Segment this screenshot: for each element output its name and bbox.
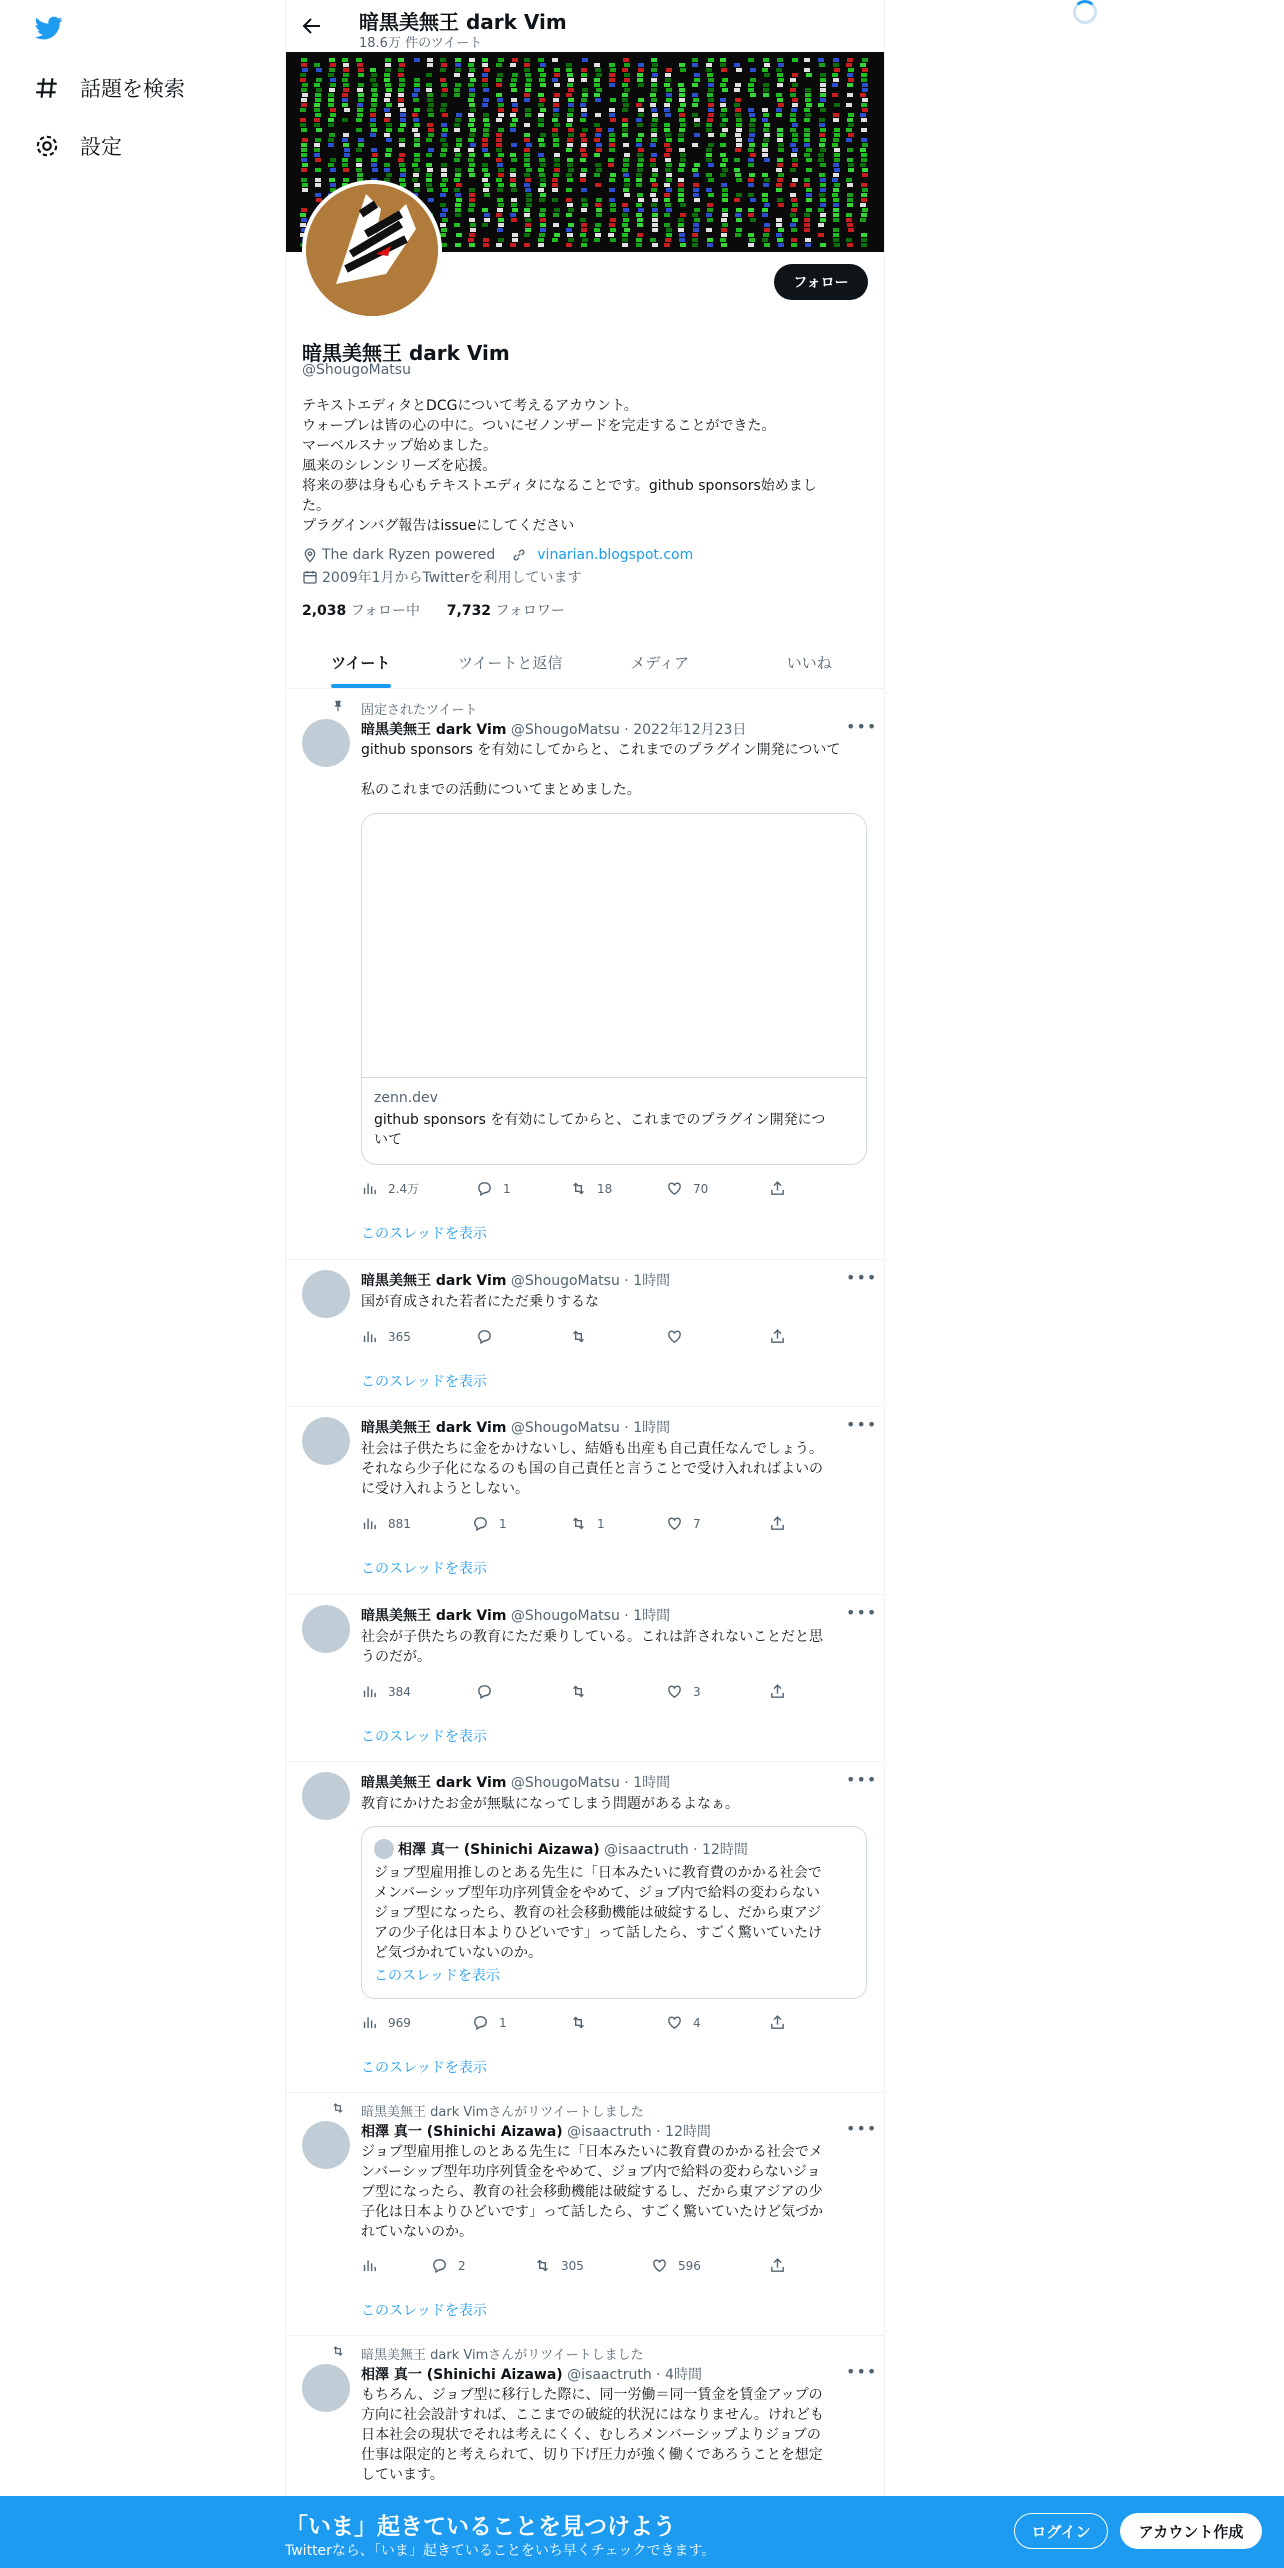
location-pin-icon — [302, 547, 318, 563]
tweet-avatar[interactable] — [302, 1417, 350, 1465]
reply-button[interactable]: 1 — [472, 1515, 507, 1532]
share-icon — [769, 1683, 786, 1700]
tweet-avatar[interactable] — [302, 719, 350, 767]
retweet-button[interactable] — [570, 1683, 597, 1700]
quoted-tweet-text: ジョブ型雇用推しのとある先生に「日本みたいに教育費のかかる社会で メンバーシップ型年功序列賃金をやめて、ジョブ内で給料の変わらない ジョブ型になったら、教育の社会移動機能は破綻するし、だから東アジ アの少子化は日本よりひどいです」って話したら、すごく驚いていたけ ど気づかれていないのか。 — [374, 1865, 822, 1961]
show-thread-link[interactable]: このスレッドを表示 — [361, 1374, 487, 1390]
header-name: 暗黒美無王 dark Vim — [359, 10, 567, 34]
show-thread-link[interactable]: このスレッドを表示 — [361, 2060, 487, 2076]
more-options-icon[interactable]: ••• — [846, 1415, 878, 1434]
profile-avatar[interactable] — [302, 180, 442, 320]
profile-handle: @ShougoMatsu — [302, 362, 411, 378]
share-icon — [769, 1180, 786, 1197]
link-card-domain: zenn.dev — [374, 1090, 438, 1106]
views-button[interactable]: 969 — [361, 2014, 411, 2031]
tweet-avatar[interactable] — [302, 2364, 350, 2412]
tweet-text: 教育にかけたお金が無駄になってしまう問題があるよなぁ。 — [361, 1796, 739, 1812]
reply-button[interactable]: 1 — [472, 2014, 507, 2031]
tweet-author-handle[interactable]: @isaactruth — [567, 2124, 652, 2140]
tweet-actions — [361, 2014, 781, 2034]
show-thread-link[interactable]: このスレッドを表示 — [361, 1729, 487, 1745]
retweet-icon — [331, 2101, 345, 2115]
like-button[interactable] — [666, 1328, 693, 1345]
views-button[interactable]: 365 — [361, 1328, 411, 1345]
gear-icon — [34, 133, 60, 159]
profile-location: The dark Ryzen powered — [322, 547, 496, 563]
views-chart-icon — [361, 2014, 378, 2031]
tweet-header — [361, 2364, 702, 2384]
follow-button[interactable]: フォロー — [774, 264, 868, 300]
profile-joined: 2009年1月からTwitterを利用しています — [322, 570, 582, 586]
tweet-context — [361, 2101, 644, 2120]
views-button[interactable] — [361, 2257, 388, 2274]
follow-counts — [302, 600, 565, 620]
tweet-actions — [361, 1328, 781, 1348]
share-icon — [769, 2257, 786, 2274]
tweet-avatar[interactable] — [302, 1270, 350, 1318]
reply-icon — [476, 1180, 493, 1197]
tweet-actions — [361, 1180, 781, 1200]
heart-icon — [666, 1683, 683, 1700]
tweet-author-handle[interactable]: @ShougoMatsu — [510, 722, 620, 738]
loading-spinner-icon — [1073, 0, 1097, 24]
hashtag-icon — [34, 75, 60, 101]
quoted-tweet[interactable] — [361, 1826, 867, 1999]
tweet-actions — [361, 1683, 781, 1703]
retweet-button[interactable] — [570, 2014, 597, 2031]
reply-icon — [431, 2257, 448, 2274]
profile-meta-row — [302, 547, 693, 563]
bio-line: プラグインバグ報告はissueにしてください — [302, 518, 575, 534]
like-button[interactable]: 70 — [666, 1180, 708, 1197]
share-icon — [769, 2014, 786, 2031]
retweet-icon — [570, 2014, 587, 2031]
tweet-header — [361, 1270, 670, 1290]
tweet-context-label: 固定されたツイート — [361, 703, 478, 718]
reply-button[interactable]: 1 — [476, 1180, 511, 1197]
quoted-tweet-header: 相澤 真一 (Shinichi Aizawa) @isaactruth · 12時間 — [398, 1842, 748, 1858]
tweet-time[interactable]: · 2022年12月23日 — [624, 722, 747, 738]
show-thread-link[interactable]: このスレッドを表示 — [361, 1561, 487, 1577]
quoted-show-thread-link[interactable]: このスレッドを表示 — [374, 1968, 500, 1984]
reply-icon — [476, 1683, 493, 1700]
bio-line: テキストエディタとDCGについて考えるアカウント。 — [302, 398, 638, 414]
share-button[interactable] — [769, 1683, 786, 1700]
retweet-icon — [570, 1328, 587, 1345]
tweet-author-name[interactable]: 暗黒美無王 dark Vim — [361, 722, 507, 738]
following-link[interactable]: 2,038 フォロー中 — [302, 603, 421, 619]
tweet-author-name[interactable]: 相澤 真一 (Shinichi Aizawa) — [361, 2124, 563, 2140]
tab-tweets[interactable]: ツイート — [286, 636, 436, 688]
tweet-author-handle[interactable]: @ShougoMatsu — [510, 1608, 620, 1624]
login-prompt-bar — [0, 2496, 1284, 2568]
bio-line: 風来のシレンシリーズを応援。 — [302, 458, 497, 474]
tweet-text: github sponsors を有効にしてからと、これまでのプラグイン開発について 私のこれまでの活動についてまとめました。 — [361, 742, 841, 798]
nav-settings[interactable] — [34, 131, 122, 161]
nav-settings-label: 設定 — [80, 135, 122, 159]
link-icon — [511, 547, 527, 563]
followers-link[interactable]: 7,732 フォロワー — [446, 603, 565, 619]
twitter-logo-icon[interactable] — [34, 14, 64, 42]
tweet-context — [361, 2344, 644, 2363]
tab-tweets-replies[interactable]: ツイートと返信 — [458, 653, 563, 672]
tweet-item[interactable] — [286, 2093, 884, 2336]
views-button[interactable]: 384 — [361, 1683, 411, 1700]
retweet-button[interactable] — [570, 1328, 597, 1345]
share-icon — [769, 1515, 786, 1532]
link-card-title: github sponsors を有効にしてからと、これまでのプラグイン開発につ いて — [374, 1112, 826, 1148]
tweet-time[interactable]: · 1時間 — [624, 1608, 671, 1624]
profile-header-bar — [286, 0, 884, 52]
share-button[interactable] — [769, 1515, 786, 1532]
profile-url-link[interactable]: vinarian.blogspot.com — [537, 547, 694, 563]
retweet-icon — [570, 1515, 587, 1532]
like-button[interactable]: 596 — [651, 2257, 701, 2274]
retweet-icon — [534, 2257, 551, 2274]
tweet-time[interactable]: · 1時間 — [624, 1273, 671, 1289]
tweet-header — [361, 1417, 670, 1437]
tweet-actions — [361, 1515, 781, 1535]
tab-likes[interactable]: いいね — [786, 653, 832, 672]
more-options-icon[interactable]: ••• — [846, 717, 878, 736]
views-chart-icon — [361, 1683, 378, 1700]
tweet-avatar[interactable] — [302, 1605, 350, 1653]
tweet-context — [361, 699, 477, 718]
more-options-icon[interactable]: ••• — [846, 1603, 878, 1622]
more-options-icon[interactable]: ••• — [846, 1770, 878, 1789]
tweet-header — [361, 2121, 711, 2141]
pin-icon — [331, 699, 345, 713]
link-card-image — [362, 814, 866, 1078]
bio-line: 将来の夢は身も心もテキストエディタになることです。github sponsors始めまし — [302, 478, 817, 494]
share-button[interactable] — [769, 2257, 786, 2274]
tweet-time[interactable]: · 4時間 — [656, 2367, 702, 2383]
signup-button[interactable]: アカウント作成 — [1120, 2513, 1262, 2549]
tweet-avatar[interactable] — [302, 1772, 350, 1820]
tweet-text: 国が育成された若者にただ乗りするな — [361, 1294, 599, 1310]
profile-column — [285, 0, 885, 2568]
tweet-item[interactable] — [286, 1595, 884, 1762]
reply-button[interactable]: 2 — [431, 2257, 466, 2274]
reply-icon — [472, 2014, 489, 2031]
retweet-icon — [570, 1683, 587, 1700]
views-chart-icon — [361, 2257, 378, 2274]
retweet-button[interactable]: 18 — [570, 1180, 612, 1197]
link-card[interactable] — [361, 813, 867, 1165]
tweet-author-name[interactable]: 暗黒美無王 dark Vim — [361, 1273, 507, 1289]
tweet-actions — [361, 2257, 781, 2277]
share-button[interactable] — [769, 2014, 786, 2031]
bio-line: ウォーブレは皆の心の中に。ついにゼノンザードを完走することができた。 — [302, 418, 776, 434]
heart-icon — [666, 2014, 683, 2031]
heart-icon — [666, 1180, 683, 1197]
like-button[interactable]: 4 — [666, 2014, 701, 2031]
more-options-icon[interactable]: ••• — [846, 1268, 878, 1287]
quoted-tweet-avatar — [374, 1839, 394, 1859]
heart-icon — [666, 1515, 683, 1532]
tweet-item[interactable] — [286, 1260, 884, 1407]
calendar-icon — [302, 569, 318, 585]
show-thread-link[interactable]: このスレッドを表示 — [361, 1226, 487, 1242]
tweet-context-label: 暗黒美無王 dark Vimさんがリツイートしました — [361, 2348, 644, 2363]
retweet-icon — [570, 1180, 587, 1197]
header-tweet-count: 18.6万 件のツイート — [359, 36, 483, 51]
heart-icon — [651, 2257, 668, 2274]
share-button[interactable] — [769, 1328, 786, 1345]
tweet-item[interactable] — [286, 689, 884, 1260]
share-button[interactable] — [769, 1180, 786, 1197]
bio-line: た。 — [302, 498, 330, 514]
tweet-author-handle[interactable]: @ShougoMatsu — [510, 1420, 620, 1436]
tweet-header — [361, 719, 746, 739]
tweet-text: 社会が子供たちの教育にただ乗りしている。これは許されないことだと思 うのだが。 — [361, 1629, 823, 1665]
tweet-author-handle[interactable]: @ShougoMatsu — [510, 1775, 620, 1791]
tweet-author-handle[interactable]: @isaactruth — [567, 2367, 652, 2383]
tweet-time[interactable]: · 1時間 — [624, 1420, 671, 1436]
tweet-author-name[interactable]: 暗黒美無王 dark Vim — [361, 1775, 507, 1791]
profile-joined-row — [302, 567, 581, 587]
tweet-author-name[interactable]: 暗黒美無王 dark Vim — [361, 1608, 507, 1624]
views-button[interactable]: 881 — [361, 1515, 411, 1532]
like-button[interactable]: 3 — [666, 1683, 701, 1700]
login-prompt-title: 「いま」起きていることを見つけよう — [285, 2514, 676, 2540]
reply-button[interactable] — [476, 1683, 503, 1700]
retweet-button[interactable]: 1 — [570, 1515, 605, 1532]
bio-line: マーベルスナップ始めました。 — [302, 438, 498, 454]
tweet-author-handle[interactable]: @ShougoMatsu — [510, 1273, 620, 1289]
tweet-header — [361, 1772, 670, 1792]
tweet-time[interactable]: · 1時間 — [624, 1775, 671, 1791]
tweet-text: もちろん、ジョブ型に移行した際に、同一労働＝同一賃金を賃金アップの 方向に社会設計すれば、ここまでの破綻的状況にはなりません。けれども 日本社会の現状でそれは考えにくく、むしろメンバーシップよりジョブの 仕事は限定的と考えられて、切り下げ圧力が強く働くであろうことを想定 しています。 — [361, 2387, 824, 2483]
views-chart-icon — [361, 1515, 378, 1532]
heart-icon — [666, 1328, 683, 1345]
views-chart-icon — [361, 1180, 378, 1197]
tab-media[interactable]: メディア — [630, 653, 690, 672]
login-prompt-subtitle: Twitterなら、「いま」起きていることをいち早くチェックできます。 — [285, 2543, 716, 2559]
login-button[interactable]: ログイン — [1014, 2513, 1108, 2549]
like-button[interactable]: 7 — [666, 1515, 701, 1532]
reply-button[interactable] — [476, 1328, 503, 1345]
tweet-item[interactable] — [286, 1762, 884, 2093]
views-chart-icon — [361, 1328, 378, 1345]
show-thread-link[interactable]: このスレッドを表示 — [361, 2303, 487, 2319]
back-arrow-icon[interactable] — [300, 14, 324, 38]
tweet-author-name[interactable]: 暗黒美無王 dark Vim — [361, 1420, 507, 1436]
tweet-avatar[interactable] — [302, 2121, 350, 2169]
tweet-item[interactable] — [286, 1407, 884, 1595]
tweet-header — [361, 1605, 670, 1625]
more-options-icon[interactable]: ••• — [846, 2362, 878, 2381]
more-options-icon[interactable]: ••• — [846, 2119, 878, 2138]
tweet-author-name[interactable]: 相澤 真一 (Shinichi Aizawa) — [361, 2367, 563, 2383]
tweet-time[interactable]: · 12時間 — [656, 2124, 711, 2140]
profile-tabs — [286, 636, 884, 689]
profile-name: 暗黒美無王 dark Vim — [302, 341, 510, 365]
tweet-text: 社会は子供たちに金をかけないし、結婚も出産も自己責任なんでしょう。 それなら少子化になるのも国の自己責任と言うことで受け入れればよいの に受け入れようとしない。 — [361, 1441, 823, 1497]
reply-icon — [476, 1328, 493, 1345]
retweet-icon — [331, 2344, 345, 2358]
reply-icon — [472, 1515, 489, 1532]
nav-explore[interactable] — [34, 73, 185, 103]
retweet-button[interactable]: 305 — [534, 2257, 584, 2274]
views-button[interactable]: 2.4万 — [361, 1180, 419, 1197]
tweet-context-label: 暗黒美無王 dark Vimさんがリツイートしました — [361, 2105, 644, 2120]
profile-bio — [302, 396, 862, 536]
share-icon — [769, 1328, 786, 1345]
nav-explore-label: 話題を検索 — [80, 77, 185, 101]
tweet-text: ジョブ型雇用推しのとある先生に「日本みたいに教育費のかかる社会でメ ンバーシップ型年功序列賃金をやめて、ジョブ内で給料の変わらないジョ ブ型になったら、教育の社会移動機能は破綻するし、だから東アジアの少 子化は日本よりひどいです」って話したら、すごく驚いていたけど気づか れていないのか。 — [361, 2144, 823, 2240]
